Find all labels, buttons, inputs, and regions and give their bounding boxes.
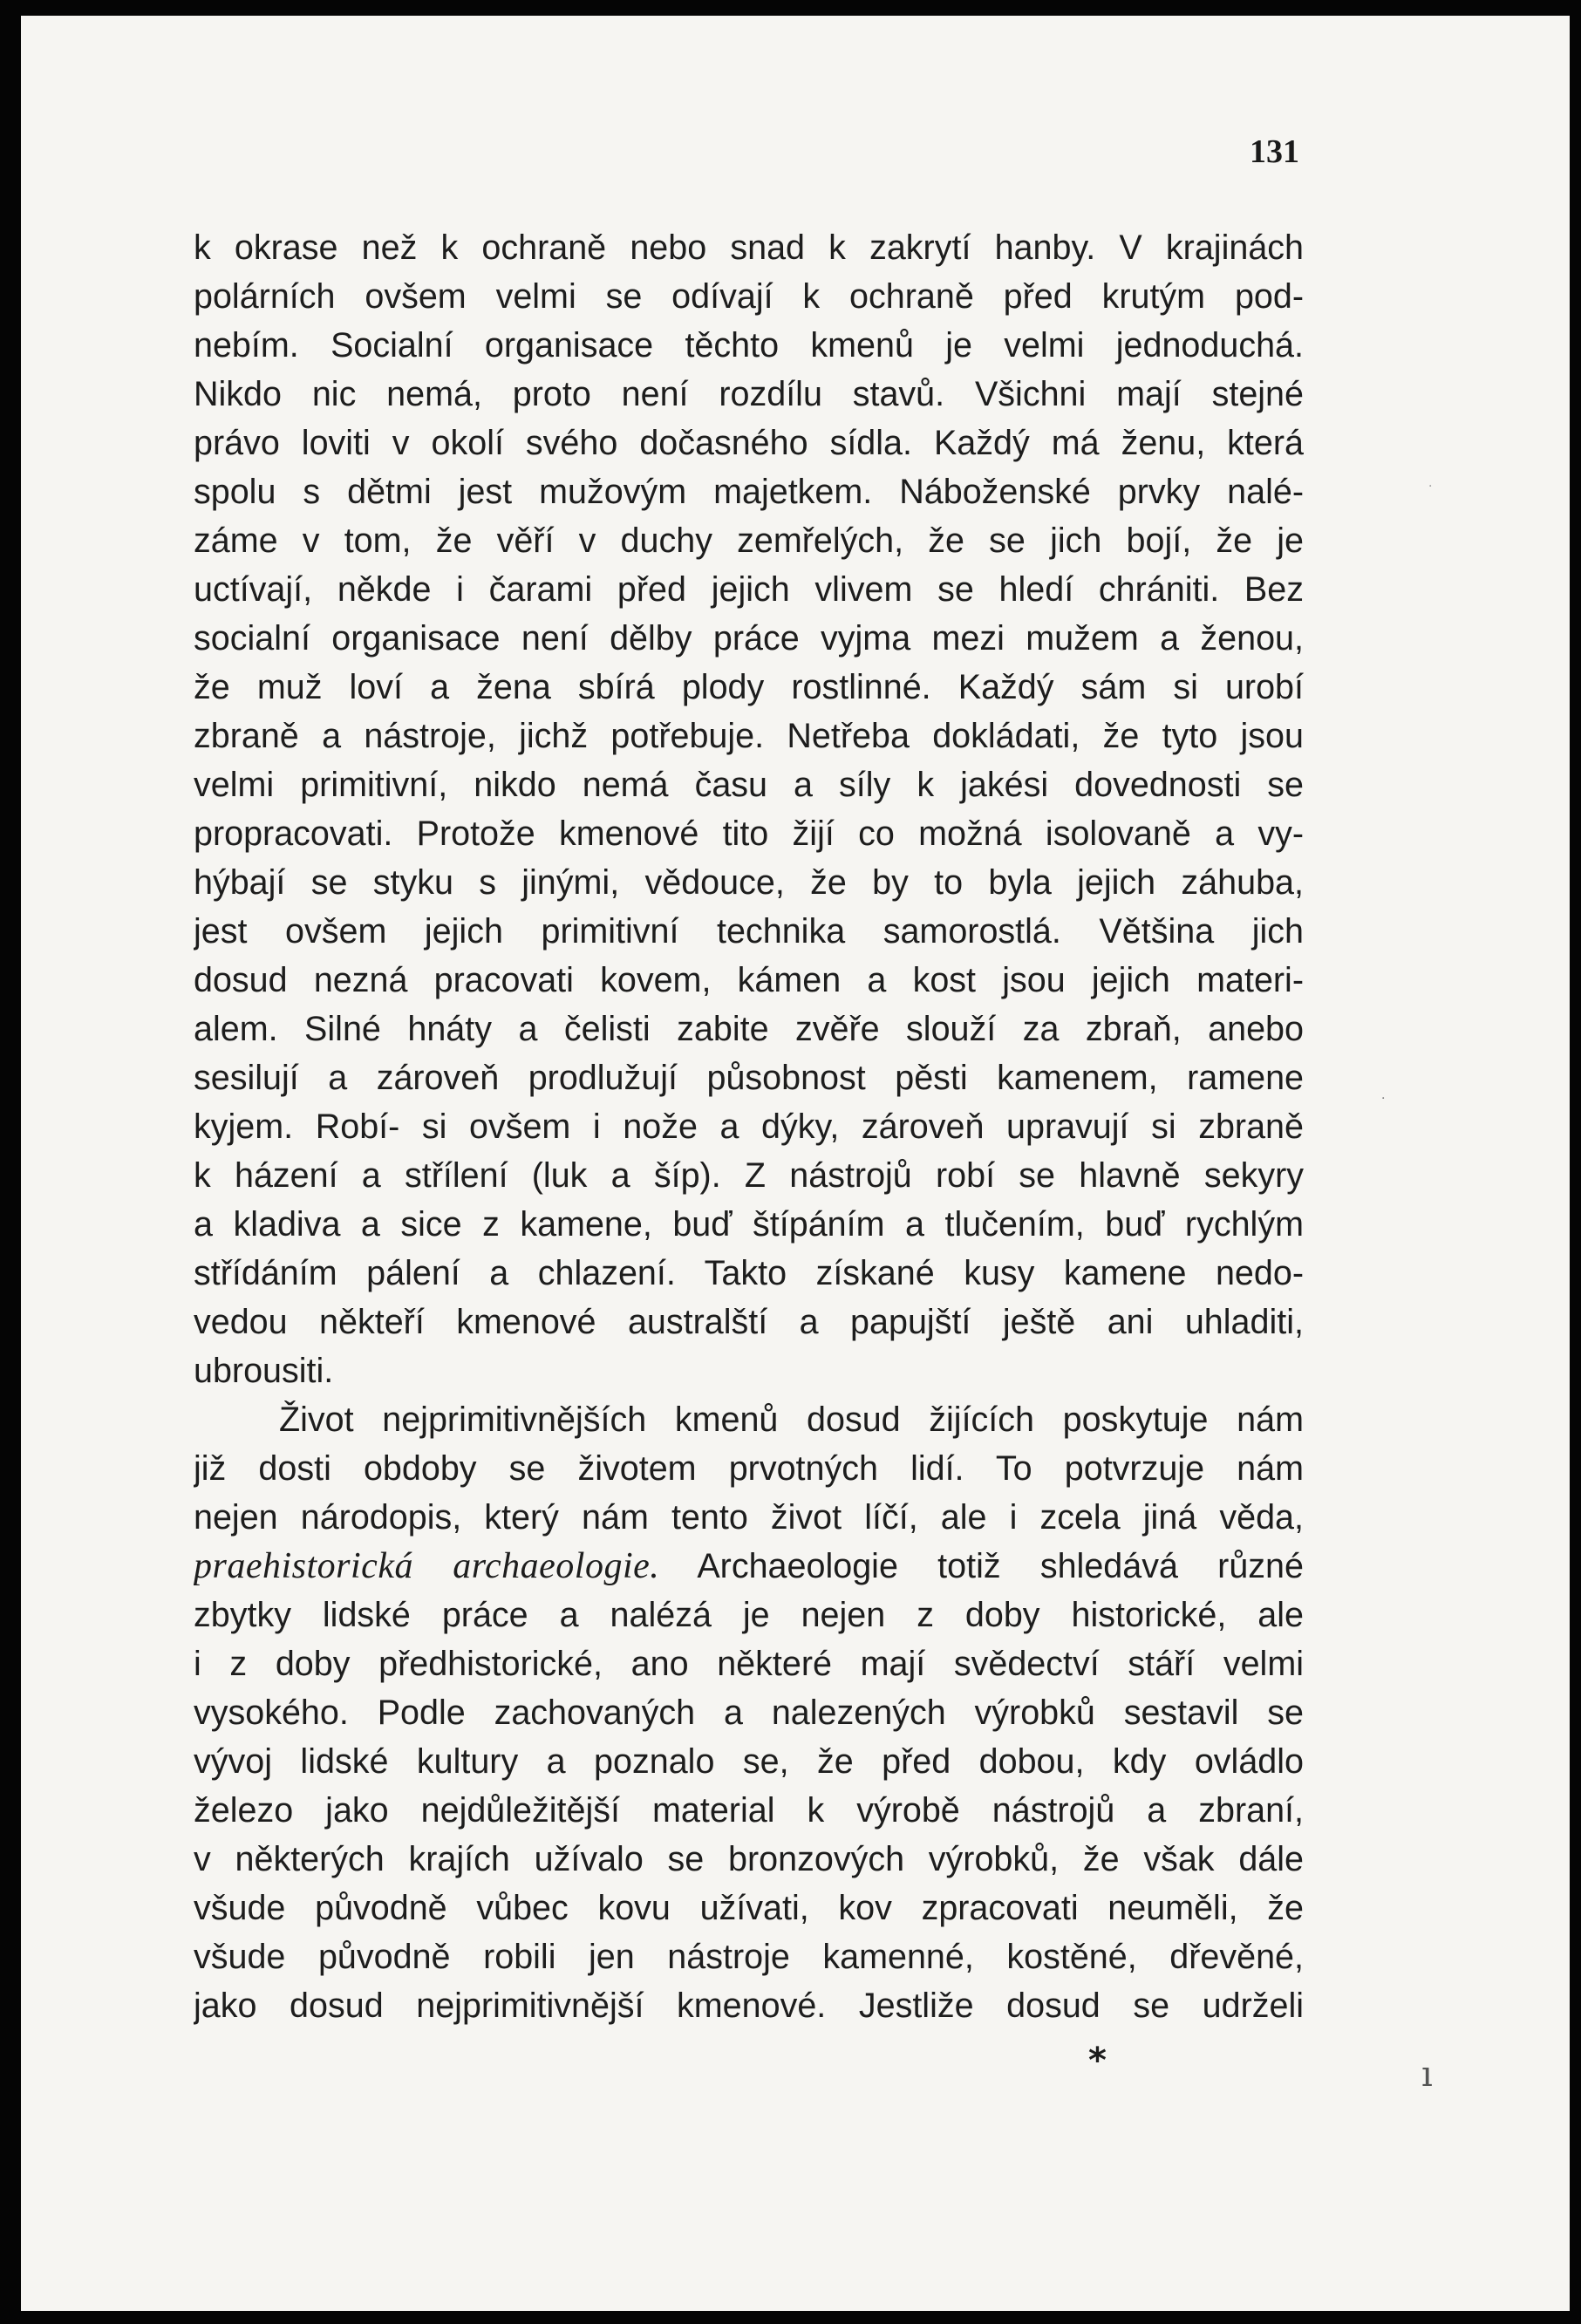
text-line: vývoj lidské kultury a poznalo se, že před dobou, kdy ovládlo (194, 1742, 1304, 1781)
paragraph-2 (194, 1395, 1304, 2030)
text-line: jako dosud nejprimitivnější kmenové. Jestliže dosud se udrželi (194, 1987, 1304, 2025)
text-line: záme v tom, že věří v duchy zemřelých, že se jich bojí, že je (194, 521, 1304, 560)
signature-mark: * (1088, 2041, 1107, 2081)
text-line: k okrase než k ochraně nebo snad k zakrytí hanby. V krajinách (194, 228, 1304, 267)
text-line: železo jako nejdůležitější material k výrobě nástrojů a zbraní, (194, 1791, 1304, 1830)
text-line: sesilují a zároveň prodlužují působnost pěsti kamenem, ramene (194, 1059, 1304, 1097)
text-line: střídáním pálení a chlazení. Takto získané kusy kamene nedo- (194, 1254, 1304, 1292)
emphasized-term: praehistorická archaeologie. (194, 1546, 660, 1586)
text-line: zbytky lidské práce a nalézá je nejen z doby historické, ale (194, 1596, 1304, 1634)
scan-artifact: · (1381, 1092, 1386, 1106)
text-line: vedou někteří kmenové australští a papujští ještě ani uhladiti, (194, 1303, 1304, 1341)
text-line: všude původně robili jen nástroje kamenné, kostěné, dřevěné, (194, 1938, 1304, 1976)
text-line (194, 1542, 1304, 1591)
text-line: hýbají se styku s jinými, vědouce, že by to byla jejich záhuba, (194, 863, 1304, 902)
text-line: již dosti obdoby se životem prvotných lidí. To potvrzuje nám (194, 1449, 1304, 1488)
body-text (194, 223, 1304, 2030)
text-line: ubrousiti. (194, 1352, 334, 1390)
text-line: spolu s dětmi jest mužovým majetkem. Náboženské prvky nalé- (194, 473, 1304, 511)
text-line: k házení a střílení (luk a šíp). Z nástrojů robí se hlavně sekyry (194, 1156, 1304, 1195)
paragraph-1 (194, 223, 1304, 1395)
text-line: zbraně a nástroje, jichž potřebuje. Netřeba dokládati, že tyto jsou (194, 717, 1304, 755)
text-line: alem. Silné hnáty a čelisti zabite zvěře slouží za zbraň, anebo (194, 1010, 1304, 1048)
text-line: kyjem. Robí- si ovšem i nože a dýky, zároveň upravují si zbraně (194, 1107, 1304, 1146)
text-line: velmi primitivní, nikdo nemá času a síly k jakési dovednosti se (194, 766, 1304, 804)
text-line: dosud nezná pracovati kovem, kámen a kost jsou jejich materi- (194, 961, 1304, 999)
text-line: polárních ovšem velmi se odívají k ochraně před krutým pod- (194, 277, 1304, 316)
text-line: všude původně vůbec kovu užívati, kov zpracovati neuměli, že (194, 1889, 1304, 1927)
text-fragment: Archaeologie totiž shledává různé (659, 1547, 1304, 1585)
text-line: právo loviti v okolí svého dočasného sídla. Každý má ženu, která (194, 424, 1304, 462)
text-line: Nikdo nic nemá, proto není rozdílu stavů. Všichni mají stejné (194, 375, 1304, 413)
text-line: a kladiva a sice z kamene, buď štípáním a tlučením, buď rychlým (194, 1205, 1304, 1244)
scan-artifact: · (1428, 480, 1433, 494)
page-number: 131 (1250, 133, 1299, 170)
text-line: vysokého. Podle zachovaných a nalezených výrobků sestavil se (194, 1694, 1304, 1732)
text-line: i z doby předhistorické, ano některé mají svědectví stáří velmi (194, 1645, 1304, 1683)
text-line: Život nejprimitivnějších kmenů dosud žijících poskytuje nám (279, 1401, 1304, 1439)
text-line: jest ovšem jejich primitivní technika samorostlá. Většina jich (194, 912, 1304, 951)
text-line: nebím. Socialní organisace těchto kmenů je velmi jednoduchá. (194, 326, 1304, 365)
text-line: propracovati. Protože kmenové tito žijí co možná isolovaně a vy- (194, 814, 1304, 853)
text-line: v některých krajích užívalo se bronzových výrobků, že však dále (194, 1840, 1304, 1878)
text-line: nejen národopis, který nám tento život líčí, ale i zcela jiná věda, (194, 1498, 1304, 1537)
text-line: že muž loví a žena sbírá plody rostlinné. Každý sám si urobí (194, 668, 1304, 706)
text-line: uctívají, někde i čarami před jejich vlivem se hledí chrániti. Bez (194, 570, 1304, 609)
text-line: socialní organisace není dělby práce vyjma mezi mužem a ženou, (194, 619, 1304, 658)
scan-artifact: ı (1421, 2055, 1433, 2095)
